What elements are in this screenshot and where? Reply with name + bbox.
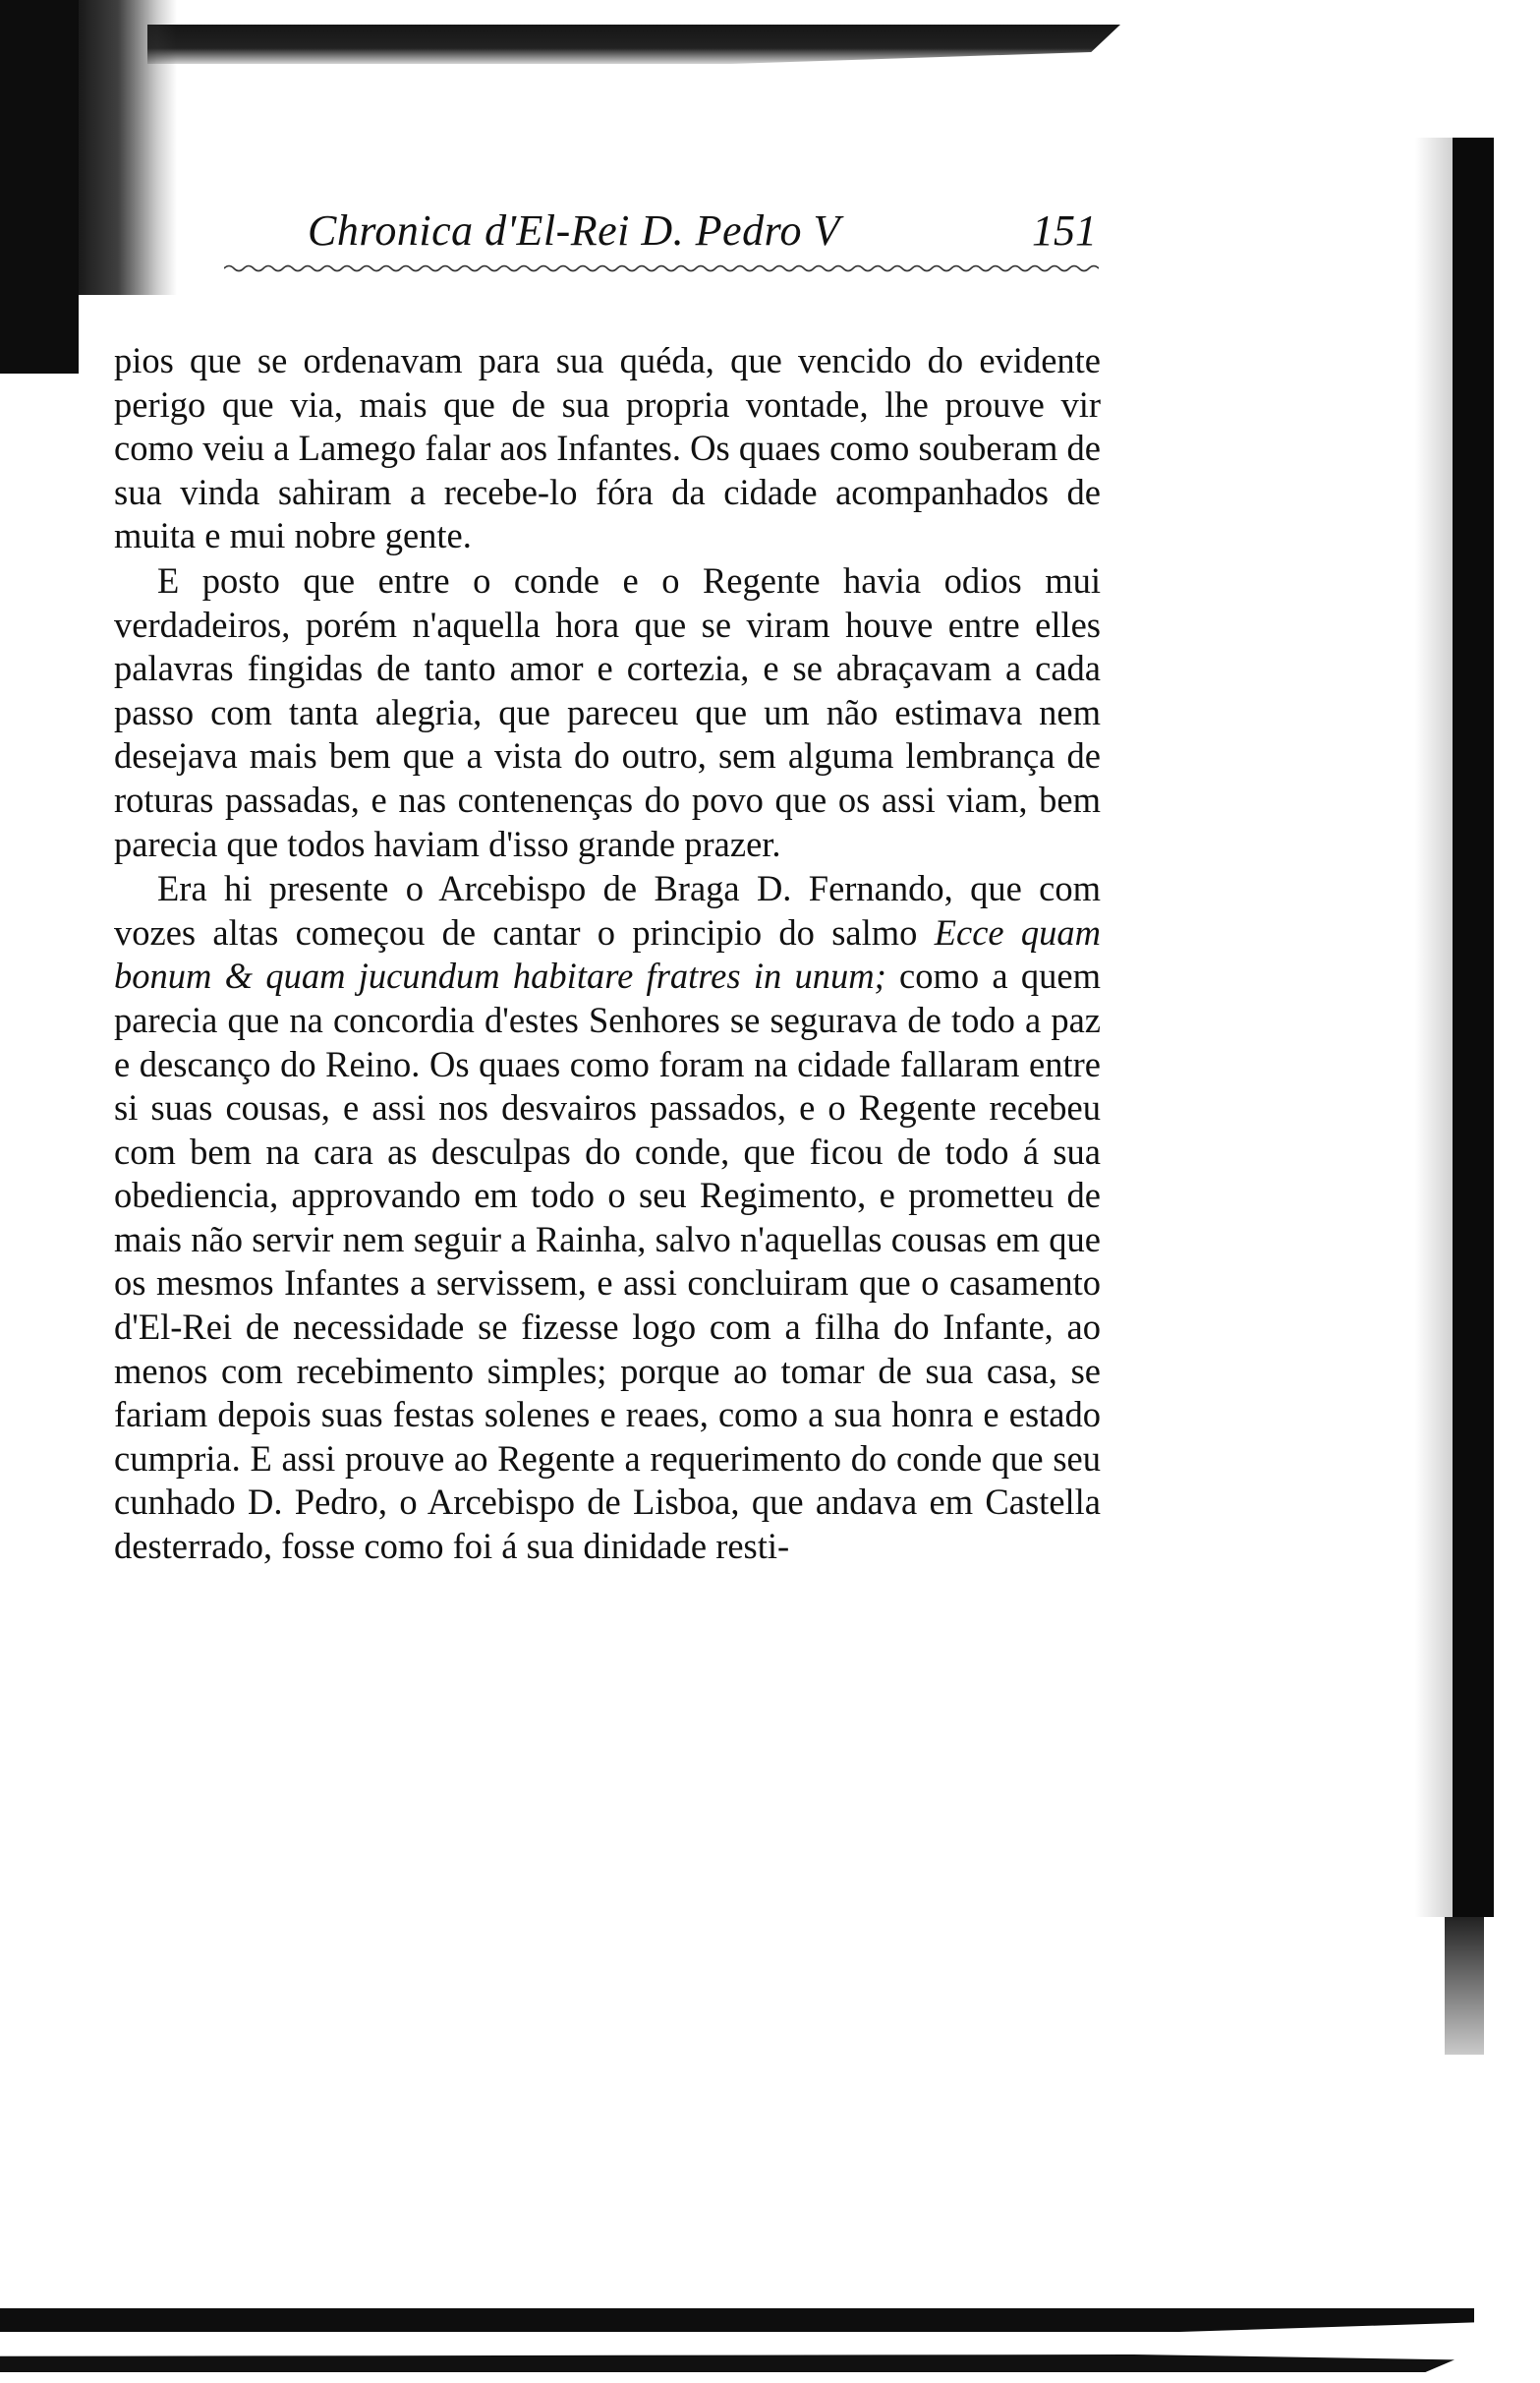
paragraph-text: como a quem parecia que na concordia d'estes Senhores se segurava de todo a paz e descanço do Reino. Os quaes como foram na cidade fallaram entre si suas cousas, e assi nos desvairos passados, e o Regente recebeu com bem na cara as desculpas do conde, que ficou de todo á sua obediencia, approvando em todo o seu Regimento, e prometteu de mais não servir nem seguir a Rainha, salvo n'aquellas cousas em que os mesmos Infantes a servissem, e assi concluiram que o casamento d'El-Rei de necessidade se fizesse logo com a filha do Infante, ao menos com recebimento simples; porque ao tomar de sua casa, se fariam depois suas festas solenes e reaes, como a sua honra e estado cumpria. E assi prouve ao Regente a requerimento do conde que seu cunhado D. Pedro, o Arcebispo de Lisboa, que andava em Castella desterrado, fosse como foi á sua dinidade resti- (114, 956, 1101, 1567)
paragraph-text: Era hi presente o Arcebispo de Braga D. Fernando, que com vozes altas começou de cantar o principio do salmo (114, 868, 1101, 953)
scan-top-edge (147, 25, 1120, 64)
scan-left-shadow (79, 0, 177, 295)
body-text (114, 339, 1101, 1569)
scan-bottom-edge-lower (0, 2354, 1454, 2372)
latin-quotation: Ecce quam bonum & quam jucundum habitare fratres in unum; (114, 911, 1102, 997)
header-title: Chronica d'El-Rei D. Pedro V (308, 206, 840, 255)
paragraph: E posto que entre o conde e o Regente havia odios mui verdadeiros, porém n'aquella hora que se viram houve entre elles palavras fingidas de tanto amor e cortezia, e se abraçavam a cada passo com tanta alegria, que pareceu que um não estimava nem desejava mais bem que a vista do outro, sem alguma lembrança de roturas passadas, e nas contenenças do povo que os assi viam, bem parecia que todos haviam d'isso grande prazer. (114, 559, 1101, 864)
scan-left-edge (0, 0, 79, 374)
running-header (300, 192, 1101, 261)
paragraph: pios que se ordenavam para sua quéda, que vencido do evidente perigo que via, mais que de sua propria vontade, lhe prouve vir como veiu a Lamego falar aos Infantes. Os quaes como souberam de sua vinda sahiram a recebe-lo fóra da cidade acompanhados de muita e mui nobre gente. (114, 340, 1101, 556)
scan-right-edge (1453, 138, 1494, 1917)
scan-bottom-edge (0, 2308, 1474, 2332)
scan-right-edge-tail (1445, 1917, 1484, 2055)
scan-right-shadow (1415, 138, 1453, 1917)
paragraph (114, 867, 1101, 1569)
page-number: 151 (1032, 206, 1097, 255)
header-wavy-rule (224, 263, 1099, 273)
